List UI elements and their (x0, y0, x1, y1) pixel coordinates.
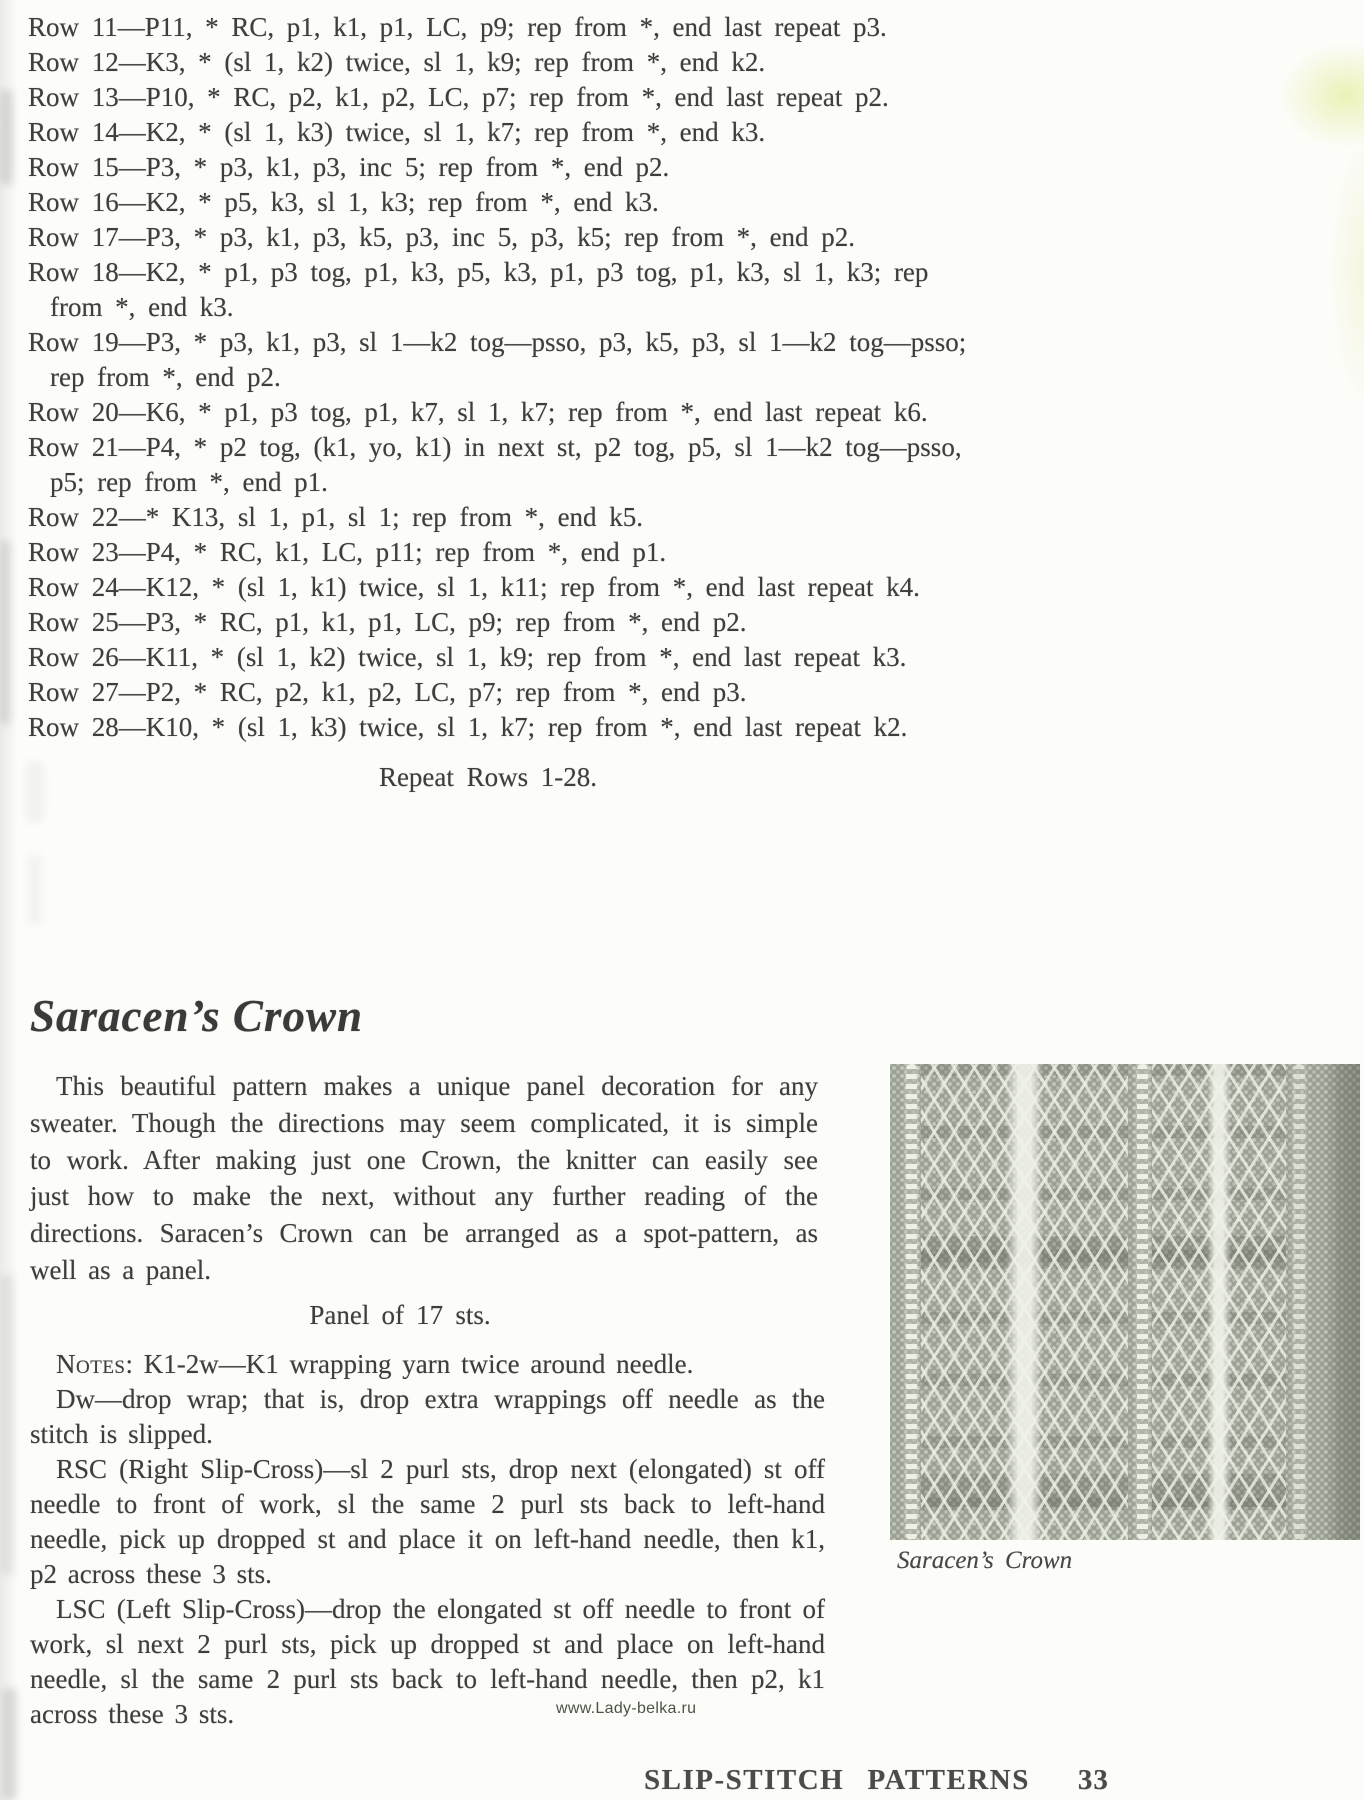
pattern-row: Row 22—* K13, sl 1, p1, sl 1; rep from *, end k5. (28, 502, 643, 532)
note-paragraph: Dw—drop wrap; that is, drop extra wrappings off needle as the stitch is slipped. (30, 1384, 825, 1449)
photo-texture (1152, 1064, 1286, 1540)
pattern-row: Row 24—K12, * (sl 1, k1) twice, sl 1, k11; rep from *, end last repeat k4. (28, 572, 920, 602)
pattern-row: Row 18—K2, * p1, p3 tog, p1, k3, p5, k3, p1, p3 tog, p1, k3, sl 1, k3; rep from *, end k3. (28, 257, 929, 322)
repeat-note: Repeat Rows 1-28. (378, 762, 598, 792)
section-title: Saracen’s Crown (30, 991, 363, 1041)
pattern-row: Row 20—K6, * p1, p3 tog, p1, k7, sl 1, k7; rep from *, end last repeat k6. (28, 397, 928, 427)
scan-artifact (2, 1688, 17, 1800)
scan-artifact (28, 855, 42, 925)
note-text: K1-2w—K1 wrapping yarn twice around needle. (143, 1349, 694, 1379)
photo-texture (1324, 1064, 1360, 1540)
pattern-row: Row 17—P3, * p3, k1, p3, k5, p3, inc 5, p3, k5; rep from *, end p2. (28, 222, 855, 252)
pattern-row: Row 12—K3, * (sl 1, k2) twice, sl 1, k9; rep from *, end k2. (28, 47, 766, 77)
pattern-row: Row 19—P3, * p3, k1, p3, sl 1—k2 tog—psso, p3, k5, p3, sl 1—k2 tog—psso; rep from *, end p2. (28, 327, 967, 392)
pattern-row: Row 21—P4, * p2 tog, (k1, yo, k1) in next st, p2 tog, p5, sl 1—k2 tog—psso, p5; rep from *, end p1. (28, 432, 962, 497)
pattern-row: Row 15—P3, * p3, k1, p3, inc 5; rep from *, end p2. (28, 152, 670, 182)
pattern-instructions (28, 10, 980, 745)
scan-artifact (0, 540, 10, 725)
pattern-row: Row 14—K2, * (sl 1, k3) twice, sl 1, k7; rep from *, end k3. (28, 117, 766, 147)
pattern-row: Row 13—P10, * RC, p2, k1, p2, LC, p7; rep from *, end last repeat p2. (28, 82, 889, 112)
photo-caption: Saracen’s Crown (897, 1547, 1073, 1574)
photo-texture (921, 1064, 1128, 1540)
footer-title: SLIP-STITCH PATTERNS (644, 1764, 1030, 1796)
pattern-row: Row 28—K10, * (sl 1, k3) twice, sl 1, k7; rep from *, end last repeat k2. (28, 712, 908, 742)
pattern-row: Row 27—P2, * RC, p2, k1, p2, LC, p7; rep from *, end p3. (28, 677, 747, 707)
note-paragraph: LSC (Left Slip-Cross)—drop the elongated st off needle to front of work, sl next 2 purl sts, pick up dropped st and place on left-hand needle, sl the same 2 purl sts back to left-hand needle, then p2, k1 across these 3 sts. (30, 1594, 825, 1729)
photo-texture (906, 1064, 917, 1540)
pattern-row: Row 25—P3, * RC, p1, k1, p1, LC, p9; rep from *, end p2. (28, 607, 747, 637)
panel-note: Panel of 17 sts. (309, 1300, 491, 1330)
notes-label: Notes: (56, 1349, 134, 1379)
pattern-row: Row 26—K11, * (sl 1, k2) twice, sl 1, k9; rep from *, end last repeat k3. (28, 642, 907, 672)
note-paragraph: RSC (Right Slip-Cross)—sl 2 purl sts, drop next (elongated) st off needle to front of work, sl the same 2 purl sts back to left-hand needle, pick up dropped st and place it on left-hand needle, then k1, p2 across these 3 sts. (30, 1454, 825, 1589)
watermark: www.Lady-belka.ru (556, 1700, 697, 1717)
photo-texture (1137, 1064, 1148, 1540)
page-number: 33 (1077, 1764, 1109, 1796)
note-paragraph (30, 1347, 825, 1382)
photo-texture (1294, 1064, 1305, 1540)
pattern-row: Row 23—P4, * RC, k1, LC, p11; rep from *, end p1. (28, 537, 667, 567)
pattern-row: Row 11—P11, * RC, p1, k1, p1, LC, p9; rep from *, end last repeat p3. (28, 12, 887, 42)
intro-paragraph: This beautiful pattern makes a unique panel decoration for any sweater. Though the directions may seem complicated, it is simple to work. After making just one Crown, the knitter can easily see just how to make the next, without any further reading of the directions. Saracen’s Crown can be arranged as a spot-pattern, as well as a panel. (30, 1071, 818, 1285)
page-footer (644, 1764, 1109, 1797)
scan-artifact (0, 90, 13, 185)
notes-block (30, 1347, 825, 1732)
scan-stain (1214, 20, 1364, 440)
scan-artifact (0, 1275, 14, 1575)
knitting-swatch-photo (890, 1064, 1360, 1540)
pattern-row: Row 16—K2, * p5, k3, sl 1, k3; rep from *, end k3. (28, 187, 659, 217)
